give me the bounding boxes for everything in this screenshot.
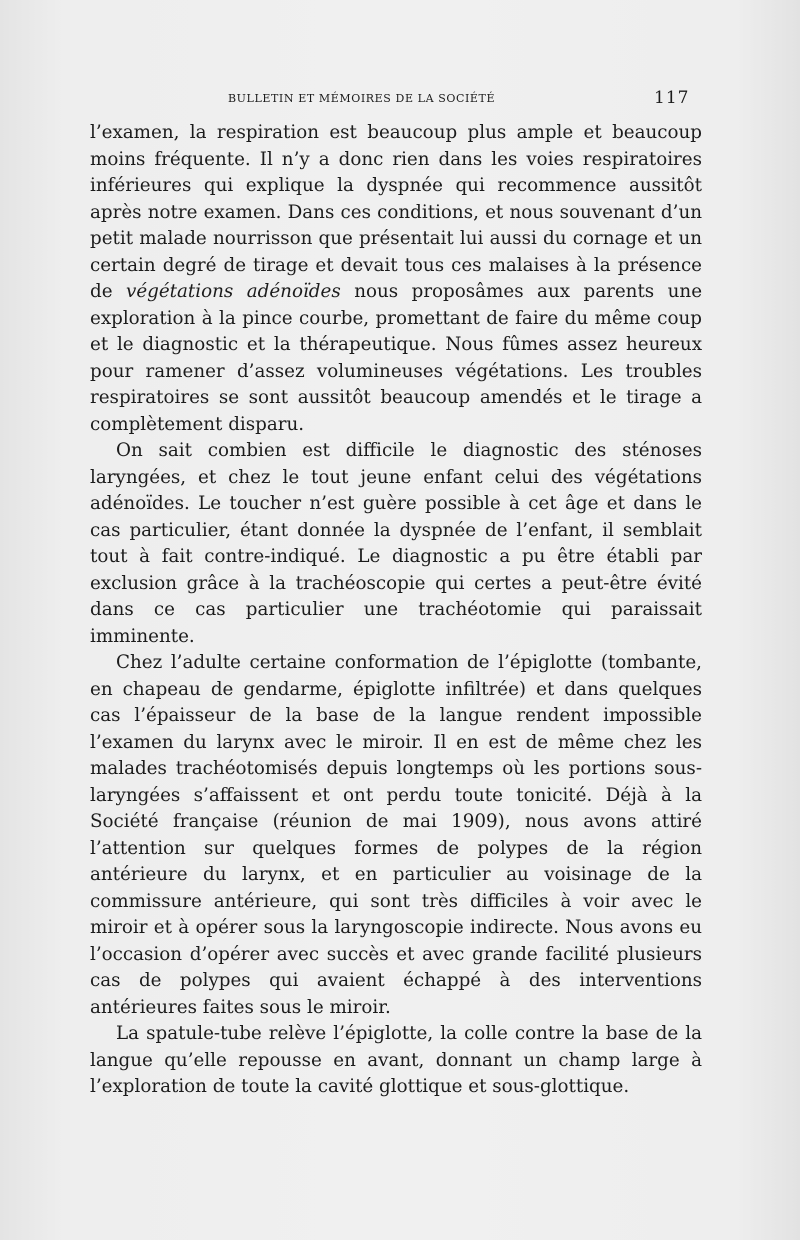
- emphasis-vegetations-adenoides: végétations adénoïdes: [126, 281, 341, 302]
- paragraph-1-text-end: nous proposâmes aux parents une exploration à la pince courbe, promettant de faire du même coup et le diagnostic et la thérapeutique. Nous fûmes assez heureux pour ramener d’assez volumineuses végétations. Les troubles respiratoires se sont aussitôt beaucoup amendés et le tirage a complètement disparu.: [90, 281, 703, 435]
- page-number: 117: [654, 88, 690, 108]
- paragraph-4: La spatule-tube relève l’épiglotte, la colle contre la base de la langue qu’elle repousse en avant, donnant un champ large à l’exploration de toute la cavité glottique et sous-glottique.: [90, 1023, 702, 1097]
- paragraph-2: On sait combien est difficile le diagnostic des sténoses laryngées, et chez le tout jeune enfant celui des végétations adénoïdes. Le toucher n’est guère possible à cet âge et dans le cas particulier, étant donnée la dyspnée de l’enfant, il semblait tout à fait contre-indiqué. Le diagnostic a pu être établi par exclusion grâce à la trachéoscopie qui certes a peut-être évité dans ce cas particulier une trachéotomie qui paraissait imminente.: [90, 440, 702, 647]
- body-text: [90, 120, 702, 1101]
- running-title: BULLETIN ET MÉMOIRES DE LA SOCIÉTÉ: [228, 92, 496, 105]
- paragraph-3: Chez l’adulte certaine conformation de l’épiglotte (tombante, en chapeau de gendarme, épiglotte infiltrée) et dans quelques cas l’épaisseur de la base de la langue rendent impossible l’examen du larynx avec le miroir. Il en est de même chez les malades trachéotomisés depuis longtemps où les portions sous-laryngées s’affaissent et ont perdu toute tonicité. Déjà à la Société française (réunion de mai 1909), nous avons attiré l’attention sur quelques formes de polypes de la région antérieure du larynx, et en particulier au voisinage de la commissure antérieure, qui sont très difficiles à voir avec le miroir et à opérer sous la laryngoscopie indirecte. Nous avons eu l’occasion d’opérer avec succès et avec grande facilité plusieurs cas de polypes qui avaient échappé à des interventions antérieures faites sous le miroir.: [90, 652, 702, 1018]
- paragraph-1: [90, 120, 702, 438]
- paragraph-1-text-start: l’examen, la respiration est beaucoup plus ample et beaucoup moins fréquente. Il n’y a donc rien dans les voies respiratoires inférieures qui explique la dyspnée qui recommence aussitôt après notre examen. Dans ces conditions, et nous souvenant d’un petit malade nourrisson que présentait lui aussi du cornage et un certain degré de tirage et devait tous ces malaises à la présence de: [90, 122, 702, 302]
- page-header: [0, 88, 800, 112]
